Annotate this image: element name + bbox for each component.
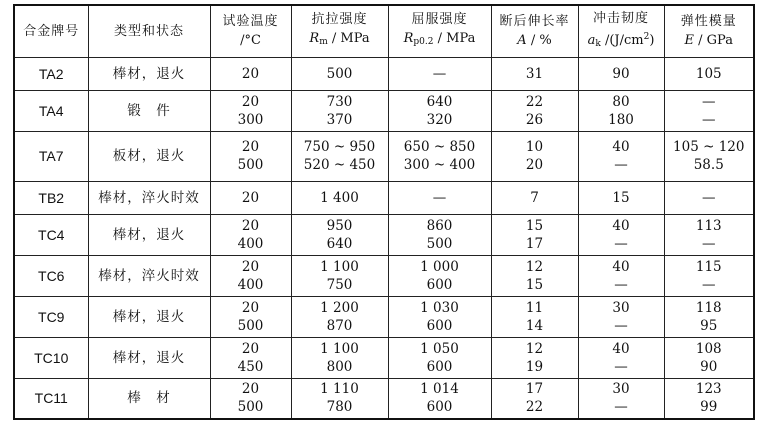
table-row [14, 181, 754, 214]
cell-tensile-value: 950 [326, 217, 353, 234]
yield-subscript: p0.2 [413, 37, 434, 48]
table-header [14, 5, 754, 57]
cell-impact [578, 214, 664, 255]
cell-temp-value: 20 [241, 217, 260, 234]
cell-elong-value: 22 [525, 399, 544, 416]
cell-temp [210, 296, 291, 337]
cell-grade: TB2 [14, 181, 88, 214]
cell-yield [388, 296, 491, 337]
cell-impact-value: 30 [612, 381, 630, 398]
cell-elong-value: 17 [525, 381, 544, 398]
header-tensile-strength [291, 5, 388, 57]
cell-impact-value: — [614, 157, 628, 173]
table-row [14, 255, 754, 296]
cell-temp-value: 300 [237, 111, 264, 128]
cell-yield-value: 1 050 [420, 340, 459, 357]
cell-modulus-value: 113 [695, 217, 722, 234]
cell-impact [578, 337, 664, 378]
cell-temp-value: 20 [241, 139, 260, 155]
cell-grade: TC10 [14, 337, 88, 378]
cell-modulus [664, 214, 754, 255]
cell-grade: TA7 [14, 131, 88, 181]
cell-temp [210, 181, 291, 214]
cell-elong [491, 296, 578, 337]
header-elong-title: 断后伸长率 [499, 14, 570, 30]
cell-yield-value: — [432, 65, 447, 82]
cell-elong-value: 31 [525, 65, 544, 82]
cell-temp [210, 255, 291, 296]
impact-superscript: 2 [643, 31, 650, 42]
cell-state: 棒 材 [88, 378, 210, 419]
cell-tensile-value: 750 ~ 950 [303, 139, 376, 155]
cell-elong [491, 214, 578, 255]
header-tensile-title: 抗拉强度 [311, 12, 368, 28]
cell-grade: TC6 [14, 255, 88, 296]
cell-elong-value: 22 [525, 93, 544, 110]
header-modulus-unit-line [665, 31, 754, 50]
cell-tensile-value: 1 100 [320, 258, 359, 275]
cell-temp-value: 500 [237, 157, 264, 173]
cell-temp-value: 500 [237, 399, 264, 416]
cell-temp-value: 20 [241, 340, 260, 357]
header-state [88, 5, 210, 57]
cell-modulus-value: — [702, 235, 716, 252]
cell-modulus-value: 105 ~ 120 [673, 139, 745, 155]
cell-tensile [291, 90, 388, 131]
cell-impact [578, 57, 664, 90]
cell-yield [388, 181, 491, 214]
cell-impact-value: 40 [612, 340, 630, 357]
cell-yield [388, 214, 491, 255]
header-elongation [491, 5, 578, 57]
cell-elong [491, 378, 578, 419]
cell-impact [578, 90, 664, 131]
tensile-unit: / MPa [327, 31, 370, 47]
cell-temp-value: 20 [241, 189, 260, 206]
cell-modulus-value: 115 [695, 258, 722, 275]
cell-yield-value: 600 [426, 317, 453, 334]
cell-modulus-value: 108 [695, 340, 722, 357]
cell-tensile-value: 1 110 [320, 381, 359, 398]
cell-yield [388, 131, 491, 181]
cell-modulus-value: 58.5 [693, 157, 724, 173]
cell-tensile-value: 730 [326, 93, 353, 110]
cell-elong-value: 15 [525, 276, 544, 293]
impact-subscript: k [595, 38, 601, 49]
cell-impact [578, 378, 664, 419]
cell-modulus-value: — [702, 111, 716, 128]
cell-grade: TC4 [14, 214, 88, 255]
cell-elong-value: 17 [525, 235, 544, 252]
table-row [14, 131, 754, 181]
cell-elong-value: 11 [525, 299, 544, 316]
header-impact-title: 冲击韧度 [592, 10, 649, 26]
cell-temp [210, 131, 291, 181]
cell-impact-value: 40 [612, 139, 630, 155]
cell-impact-value: 40 [612, 217, 630, 234]
cell-modulus [664, 296, 754, 337]
cell-modulus-value: — [702, 93, 716, 110]
cell-tensile-value: 750 [326, 276, 353, 293]
cell-temp-value: 500 [237, 317, 264, 334]
cell-elong-value: 15 [525, 217, 544, 234]
cell-tensile-value: 370 [326, 111, 353, 128]
cell-grade: TC11 [14, 378, 88, 419]
cell-tensile [291, 131, 388, 181]
table-container [13, 4, 755, 420]
cell-elong-value: 26 [525, 111, 544, 128]
cell-yield-value: — [432, 189, 447, 206]
header-state-label: 类型和状态 [113, 23, 184, 39]
cell-tensile-value: 520 ~ 450 [303, 157, 376, 173]
table-row [14, 378, 754, 419]
cell-temp-value: 400 [237, 276, 264, 293]
header-tensile-unit-line [292, 29, 388, 52]
cell-impact-value: — [614, 317, 628, 334]
cell-yield-value: 500 [426, 235, 453, 252]
yield-symbol: R [403, 31, 414, 47]
cell-elong [491, 337, 578, 378]
cell-temp [210, 214, 291, 255]
cell-elong-value: 7 [530, 189, 539, 206]
elong-symbol: A [517, 33, 527, 49]
yield-unit: / MPa [433, 31, 476, 47]
cell-elong-value: 20 [525, 157, 544, 173]
cell-tensile [291, 337, 388, 378]
cell-modulus [664, 255, 754, 296]
cell-elong-value: 19 [525, 358, 544, 375]
cell-elong-value: 12 [525, 258, 544, 275]
cell-tensile-value: 800 [326, 358, 353, 375]
cell-yield-value: 650 ~ 850 [403, 139, 476, 155]
header-row [14, 5, 754, 57]
cell-temp-value: 20 [241, 381, 260, 398]
table-row [14, 214, 754, 255]
cell-impact-value: — [614, 276, 628, 293]
cell-yield [388, 255, 491, 296]
cell-tensile-value: 1 100 [320, 340, 359, 357]
table-row [14, 296, 754, 337]
header-elastic-modulus [664, 5, 754, 57]
header-modulus-title: 弹性模量 [680, 14, 737, 30]
cell-temp-value: 400 [237, 235, 264, 252]
modulus-symbol: E [684, 33, 695, 49]
cell-elong [491, 57, 578, 90]
header-grade-label: 合金牌号 [23, 23, 80, 39]
cell-impact-value: 80 [612, 93, 630, 110]
cell-impact-value: — [614, 358, 628, 375]
cell-state: 棒材，退火 [88, 337, 210, 378]
header-temp-title: 试验温度 [222, 14, 279, 30]
cell-yield-value: 600 [426, 276, 453, 293]
header-yield-unit-line [389, 29, 491, 52]
cell-tensile-value: 870 [326, 317, 353, 334]
cell-tensile [291, 378, 388, 419]
cell-impact [578, 181, 664, 214]
impact-unit: /(J/cm [600, 32, 644, 48]
cell-modulus-value: 95 [700, 317, 718, 334]
cell-grade: TA4 [14, 90, 88, 131]
titanium-alloy-properties-table [13, 4, 755, 420]
cell-elong-value: 12 [525, 340, 544, 357]
cell-temp-value: 20 [241, 299, 260, 316]
cell-tensile [291, 214, 388, 255]
cell-state: 棒材，淬火时效 [88, 255, 210, 296]
tensile-subscript: m [319, 37, 328, 48]
impact-unit-close: ) [649, 32, 655, 48]
cell-modulus-value: 105 [695, 65, 722, 82]
cell-modulus-value: 123 [695, 381, 722, 398]
cell-impact-value: 90 [612, 65, 630, 82]
cell-impact-value: 15 [612, 189, 630, 206]
cell-temp [210, 337, 291, 378]
cell-temp-value: 450 [237, 358, 264, 375]
cell-yield [388, 378, 491, 419]
cell-elong [491, 90, 578, 131]
header-grade [14, 5, 88, 57]
cell-grade: TC9 [14, 296, 88, 337]
cell-elong [491, 255, 578, 296]
cell-elong [491, 181, 578, 214]
cell-modulus-value: 99 [700, 399, 718, 416]
cell-state: 棒材，淬火时效 [88, 181, 210, 214]
tensile-symbol: R [309, 31, 320, 47]
cell-yield-value: 1 014 [420, 381, 459, 398]
cell-modulus-value: — [702, 276, 716, 293]
cell-modulus [664, 131, 754, 181]
cell-modulus [664, 337, 754, 378]
header-elong-unit-line [492, 31, 578, 50]
table-row [14, 337, 754, 378]
header-yield-strength [388, 5, 491, 57]
cell-temp-value: 20 [241, 65, 260, 82]
modulus-unit: / GPa [694, 33, 733, 49]
cell-impact-value: — [614, 235, 628, 252]
cell-temp-value: 20 [241, 258, 260, 275]
cell-modulus-value: 118 [695, 299, 722, 316]
cell-state: 棒材，退火 [88, 296, 210, 337]
cell-temp [210, 57, 291, 90]
cell-state: 锻 件 [88, 90, 210, 131]
cell-modulus [664, 378, 754, 419]
cell-tensile-value: 1 200 [320, 299, 359, 316]
cell-yield-value: 320 [426, 111, 453, 128]
cell-modulus-value: 90 [700, 358, 718, 375]
impact-symbol: a [587, 32, 596, 48]
cell-yield [388, 57, 491, 90]
cell-state: 板材，退火 [88, 131, 210, 181]
cell-yield-value: 300 ~ 400 [403, 157, 476, 173]
cell-yield-value: 1 000 [420, 258, 459, 275]
cell-impact-value: 180 [608, 111, 634, 128]
cell-temp-value: 20 [241, 93, 260, 110]
cell-tensile-value: 640 [326, 235, 353, 252]
elong-unit: / % [526, 33, 552, 49]
cell-tensile [291, 57, 388, 90]
header-impact-unit-line [579, 28, 664, 54]
cell-impact [578, 296, 664, 337]
table-body [14, 57, 754, 419]
cell-modulus-value: — [702, 189, 716, 206]
cell-impact [578, 131, 664, 181]
cell-modulus [664, 57, 754, 90]
cell-yield [388, 337, 491, 378]
cell-modulus [664, 181, 754, 214]
cell-impact-value: 30 [612, 299, 630, 316]
cell-yield-value: 600 [426, 358, 453, 375]
cell-yield-value: 860 [426, 217, 453, 234]
table-row [14, 57, 754, 90]
cell-tensile-value: 500 [326, 65, 353, 82]
cell-tensile [291, 296, 388, 337]
cell-elong-value: 14 [525, 317, 544, 334]
cell-tensile [291, 181, 388, 214]
cell-yield [388, 90, 491, 131]
cell-elong-value: 10 [525, 139, 544, 155]
cell-yield-value: 1 030 [420, 299, 459, 316]
header-yield-title: 屈服强度 [411, 12, 468, 28]
cell-temp [210, 90, 291, 131]
cell-impact [578, 255, 664, 296]
cell-tensile-value: 1 400 [320, 189, 359, 206]
cell-tensile-value: 780 [326, 399, 353, 416]
header-impact-toughness [578, 5, 664, 57]
cell-impact-value: — [614, 399, 628, 416]
cell-temp [210, 378, 291, 419]
cell-grade: TA2 [14, 57, 88, 90]
header-test-temperature [210, 5, 291, 57]
cell-state: 棒材，退火 [88, 214, 210, 255]
cell-modulus [664, 90, 754, 131]
header-temp-unit: /°C [240, 33, 261, 49]
cell-state: 棒材，退火 [88, 57, 210, 90]
cell-elong [491, 131, 578, 181]
table-row [14, 90, 754, 131]
cell-yield-value: 600 [426, 399, 453, 416]
cell-tensile [291, 255, 388, 296]
cell-impact-value: 40 [612, 258, 630, 275]
cell-yield-value: 640 [426, 93, 453, 110]
